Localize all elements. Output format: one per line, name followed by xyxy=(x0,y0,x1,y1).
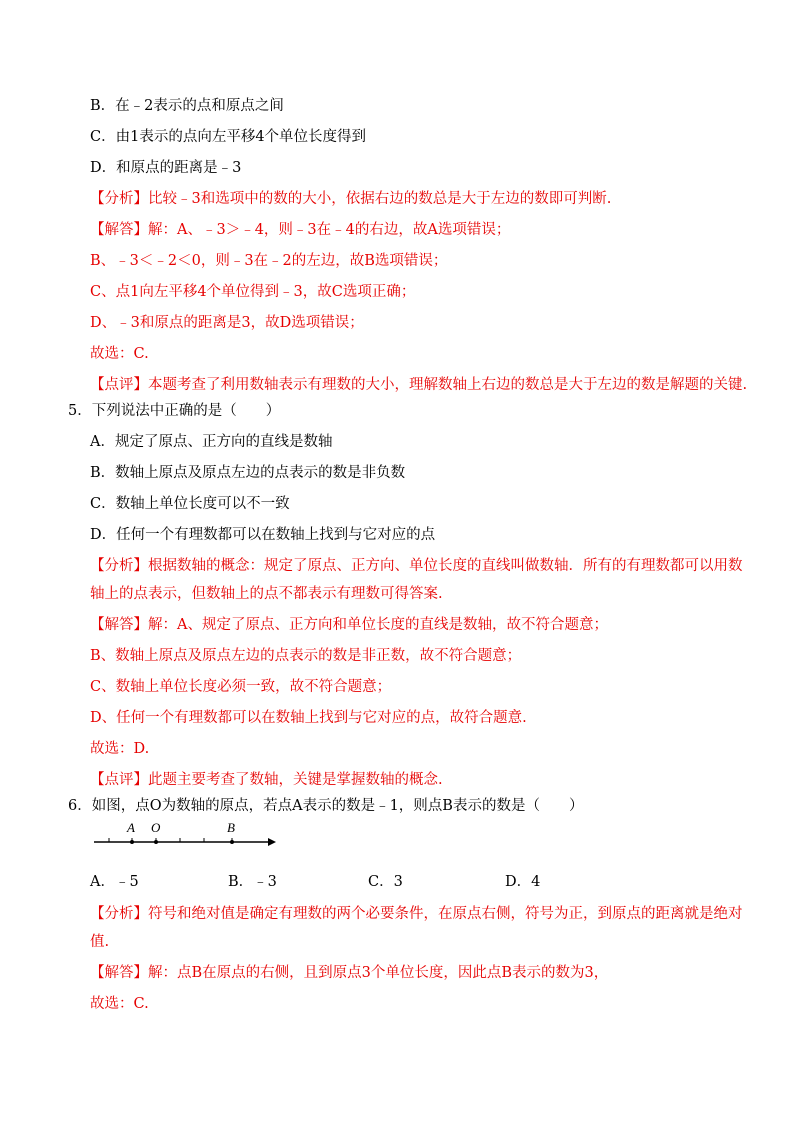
q5-solution-line-2: B、数轴上原点及原点左边的点表示的数是非正数，故不符合题意； xyxy=(90,648,522,664)
q6-solution-answer: 故选：C. xyxy=(90,996,149,1012)
number-line xyxy=(92,818,282,858)
q6-answer-options xyxy=(90,870,610,890)
point-a-label: A xyxy=(127,820,135,835)
point-o-label: O xyxy=(151,820,161,835)
q6-answer-c: C．3 xyxy=(368,874,403,890)
q4-solution-line-1: 【解答】解：A、﹣3＞﹣4，则﹣3在﹣4的右边，故A选项错误； xyxy=(90,222,511,238)
point-a-marker xyxy=(130,840,134,844)
q5-solution-line-1: 【解答】解：A、规定了原点、正方向和单位长度的直线是数轴，故不符合题意； xyxy=(90,617,608,633)
point-o-marker xyxy=(154,840,158,844)
q6-answer-d: D．4 xyxy=(505,874,541,890)
q5-stem: 5．下列说法中正确的是（ ） xyxy=(68,403,281,419)
q6-stem: 6．如图，点O为数轴的原点，若点A表示的数是﹣1，则点B表示的数是（ ） xyxy=(68,798,584,814)
number-line-figure xyxy=(92,818,282,858)
q4-analysis: 【分析】比较﹣3和选项中的数的大小，依据右边的数总是大于左边的数即可判断. xyxy=(90,191,612,207)
q5-option-a: A．规定了原点、正方向的直线是数轴 xyxy=(90,434,333,450)
q6-solution-line-1: 【解答】解：点B在原点的右侧，且到原点3个单位长度，因此点B表示的数为3， xyxy=(90,965,609,981)
point-b-label: B xyxy=(227,820,235,835)
q5-solution-line-3: C、数轴上单位长度必须一致，故不符合题意； xyxy=(90,679,392,695)
q4-option-d: D．和原点的距离是﹣3 xyxy=(90,160,242,176)
q5-analysis-line-1: 【分析】根据数轴的概念：规定了原点、正方向、单位长度的直线叫做数轴．所有的有理数都可以用数 xyxy=(90,558,743,574)
q5-option-c: C．数轴上单位长度可以不一致 xyxy=(90,496,290,512)
q6-analysis-line-1: 【分析】符号和绝对值是确定有理数的两个必要条件，在原点右侧，符号为正，到原点的距离就是绝对 xyxy=(90,906,743,922)
q4-option-b: B．在﹣2表示的点和原点之间 xyxy=(90,98,284,114)
q5-comment: 【点评】此题主要考查了数轴，关键是掌握数轴的概念. xyxy=(90,772,443,788)
q5-solution-answer: 故选：D. xyxy=(90,741,150,757)
q4-solution-answer: 故选：C. xyxy=(90,346,149,362)
q4-comment: 【点评】本题考查了利用数轴表示有理数的大小，理解数轴上右边的数总是大于左边的数是解题的关键. xyxy=(90,377,748,393)
q6-analysis-line-2: 值. xyxy=(90,934,110,950)
q5-solution-line-4: D、任何一个有理数都可以在数轴上找到与它对应的点，故符合题意. xyxy=(90,710,527,726)
q5-option-b: B．数轴上原点及原点左边的点表示的数是非负数 xyxy=(90,465,406,481)
q4-solution-line-4: D、﹣3和原点的距离是3，故D选项错误； xyxy=(90,315,364,331)
q4-solution-line-2: B、﹣3＜﹣2＜0，则﹣3在﹣2的左边，故B选项错误； xyxy=(90,253,448,269)
q4-option-c: C．由1表示的点向左平移4个单位长度得到 xyxy=(90,129,367,145)
q6-answer-b: B．﹣3 xyxy=(228,874,277,890)
q5-analysis-line-2: 轴上的点表示，但数轴上的点不都表示有理数可得答案. xyxy=(90,586,443,602)
number-line-arrow xyxy=(268,838,276,846)
q5-option-d: D．任何一个有理数都可以在数轴上找到与它对应的点 xyxy=(90,527,436,543)
q4-solution-line-3: C、点1向左平移4个单位得到﹣3，故C选项正确； xyxy=(90,284,416,300)
point-b-marker xyxy=(230,840,234,844)
q6-answer-a: A．﹣5 xyxy=(90,874,139,890)
